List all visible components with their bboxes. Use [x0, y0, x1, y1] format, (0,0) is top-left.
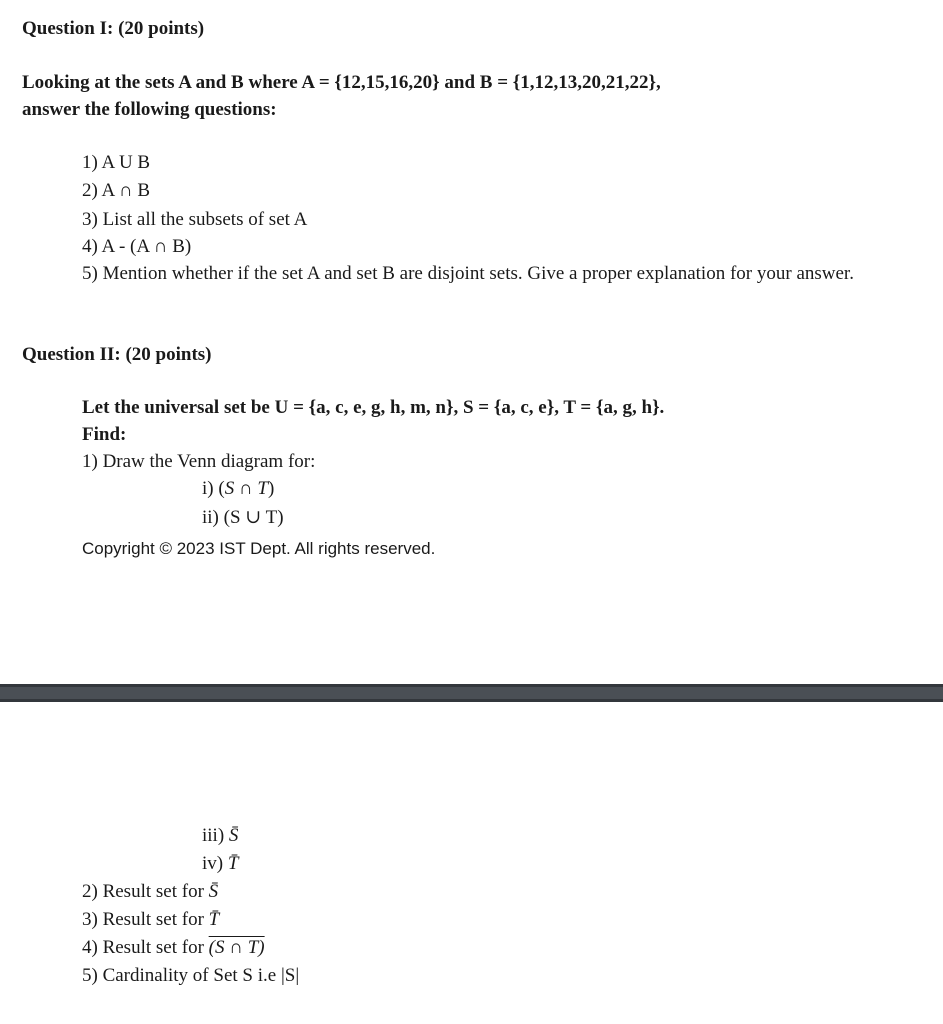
sub-item-i-prefix: i) ( [202, 478, 225, 499]
question-1-intro-line-1: Looking at the sets A and B where A = {12,15,16,20} and B = {1,12,13,20,21,22}, [22, 72, 661, 93]
sub-item-iv [202, 853, 238, 875]
find-label: Find: [82, 424, 127, 445]
question-2-item-4 [82, 937, 265, 959]
sub-item-i-expression: S ∩ T [224, 478, 268, 499]
question-1-item-3: 3) List all the subsets of set A [82, 209, 308, 230]
sub-item-iii-expression: S̄ [228, 825, 239, 846]
question-1-item-5: 5) Mention whether if the set A and set B are disjoint sets. Give a proper explanation for your answer. [82, 263, 854, 284]
question-2-item-3 [82, 909, 219, 931]
question-1-item-4: 4) A - (A ∩ B) [82, 236, 192, 257]
question-2-item-4-prefix: 4) Result set for [82, 937, 209, 958]
question-2-title: Question II: (20 points) [22, 344, 212, 365]
question-2-item-2-prefix: 2) Result set for [82, 881, 209, 902]
question-1-item-2: 2) A ∩ B [82, 180, 151, 201]
sub-item-iii [202, 825, 238, 847]
question-1-title: Question I: (20 points) [22, 18, 205, 39]
question-2-item-3-prefix: 3) Result set for [82, 909, 209, 930]
copyright-notice: Copyright © 2023 IST Dept. All rights reserved. [82, 539, 436, 558]
question-2-item-2-expression: S̄ [208, 881, 219, 902]
sub-item-iv-expression: T̄ [227, 853, 239, 874]
sub-item-i [202, 478, 274, 500]
question-2-item-4-expression: (S ∩ T) [208, 937, 265, 958]
universal-set-line: Let the universal set be U = {a, c, e, g, h, m, n}, S = {a, c, e}, T = {a, g, h}. [82, 397, 665, 418]
question-2-item-5: 5) Cardinality of Set S i.e |S| [82, 965, 300, 986]
sub-item-ii: ii) (S ∪ T) [202, 507, 284, 528]
question-2-item-3-expression: T̄ [208, 909, 220, 930]
sub-item-i-suffix: ) [267, 478, 275, 499]
question-1-item-1: 1) A U B [82, 152, 151, 173]
venn-instruction: 1) Draw the Venn diagram for: [82, 451, 316, 472]
question-1-intro-line-2: answer the following questions: [22, 99, 277, 120]
sub-item-iv-prefix: iv) [202, 853, 228, 874]
page-break-divider [0, 684, 943, 702]
sub-item-iii-prefix: iii) [202, 825, 229, 846]
question-2-item-2 [82, 881, 218, 903]
